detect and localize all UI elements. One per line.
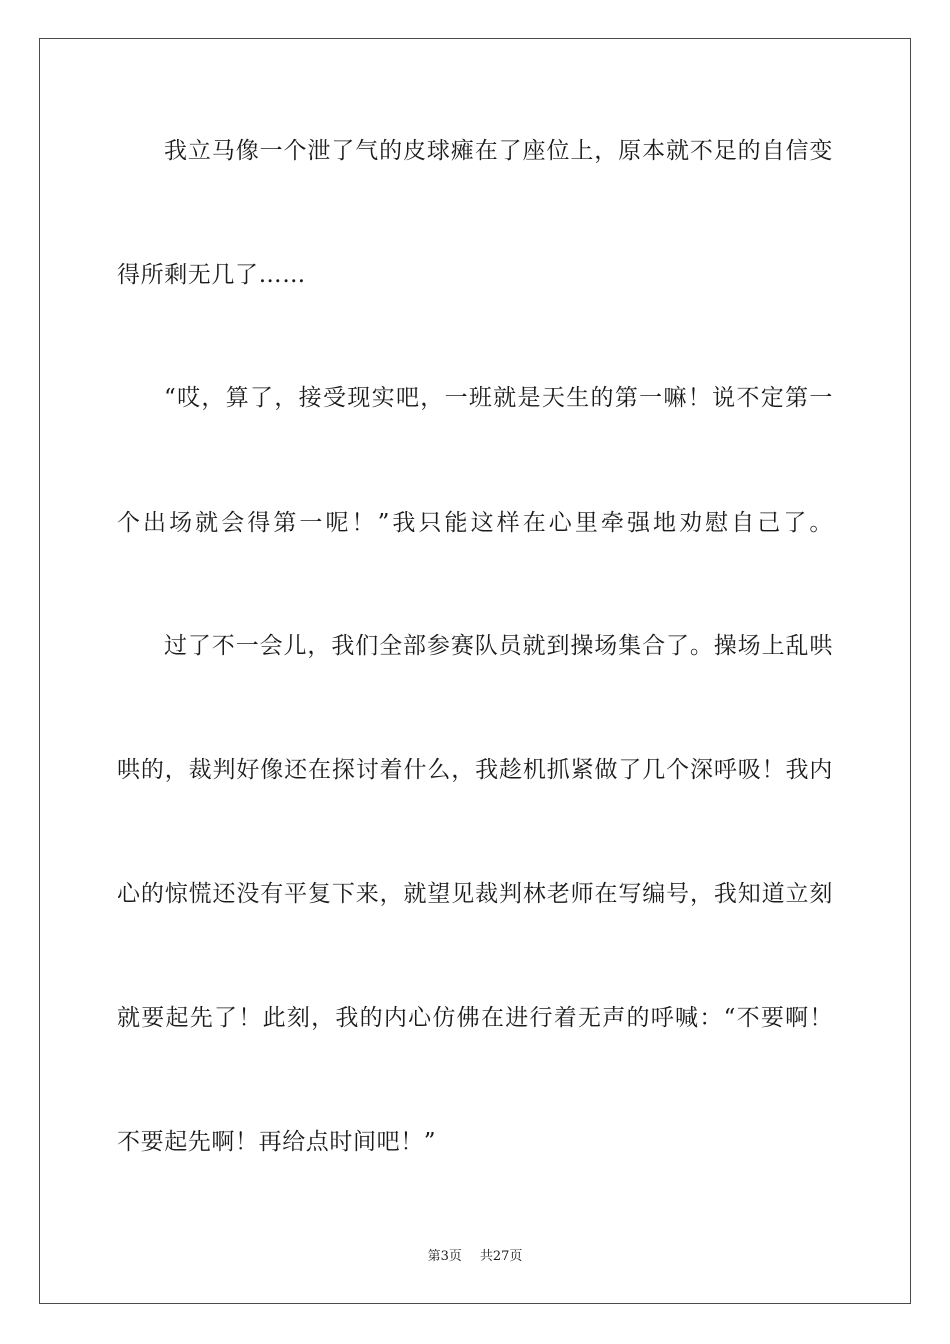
paragraph-3-line-2: 哄的，裁判好像还在探讨着什么，我趁机抓紧做了几个深呼吸！我内 <box>117 757 833 783</box>
paragraph-1-line-2: 得所剩无几了…… <box>117 262 306 288</box>
page-border <box>39 38 911 1304</box>
paragraph-3-line-3: 心的惊慌还没有平复下来，就望见裁判林老师在写编号，我知道立刻 <box>117 881 833 907</box>
paragraph-3-line-4: 就要起先了！此刻，我的内心仿佛在进行着无声的呼喊：“不要啊！ <box>117 1005 833 1031</box>
paragraph-2-line-2: 个出场就会得第一呢！”我只能这样在心里牵强地劝慰自己了。 <box>117 510 833 536</box>
paragraph-3-line-1: 过了不一会儿，我们全部参赛队员就到操场集合了。操场上乱哄 <box>164 633 833 659</box>
page-footer <box>0 1248 950 1266</box>
page-number-current: 第3页 <box>427 1249 462 1264</box>
page-number-total: 共27页 <box>479 1249 523 1264</box>
paragraph-2-line-1: “哎，算了，接受现实吧，一班就是天生的第一嘛！说不定第一 <box>164 385 833 411</box>
paragraph-1-line-1: 我立马像一个泄了气的皮球瘫在了座位上，原本就不足的自信变 <box>164 138 833 164</box>
paragraph-3-line-5: 不要起先啊！再给点时间吧！” <box>117 1129 437 1155</box>
